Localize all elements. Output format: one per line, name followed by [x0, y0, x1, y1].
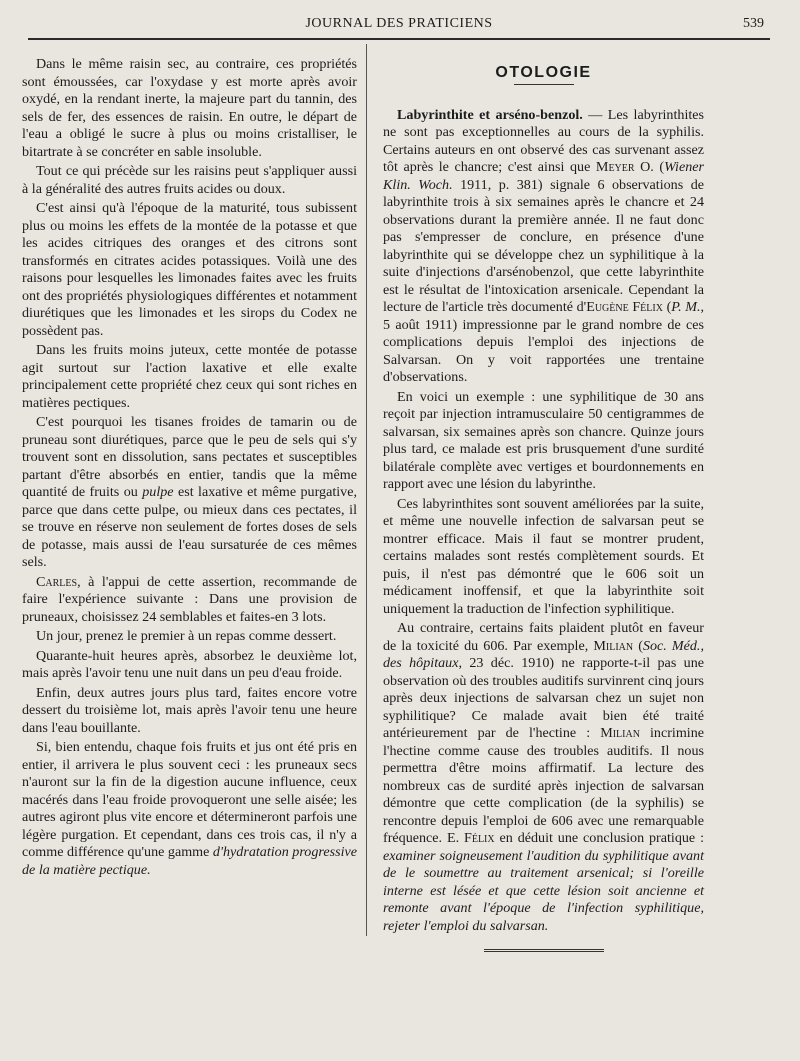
text-run: incrimine l'hectine comme cause des troubles auditifs. Il nous permettra d'être moins affirmatif. La lecture des nombreux cas de surdité après injection de salvarsan démontre que cette complication (de la syphilis) se rencontre depuis l'emploi de 606 avec une remarquable fréquence. E.: [383, 725, 705, 846]
journal-title: JOURNAL DES PRATICIENS: [305, 16, 493, 31]
text-run: (: [653, 159, 665, 175]
paragraph: Ces labyrinthites sont souvent améliorées par la suite, et même une nouvelle infection de salvarsan peut se montrer efficace. Mais il faut se montrer prudent, certains malades sont restés complètement sourds. Et puis, il n'est pas démontré que le 606 soit un médicament inoffensif, et que la labyrinthite soit uniquement la traduction de l'infection syphilitique.: [383, 495, 704, 617]
text-run: , 23 déc. 1910) ne rapporte-t-il pas une observation où des troubles auditifs survinrent cinq jours après deux injections de salvarsan chez un sujet non syphilitique? Ce malade avait bien été traité antérieurement par de l'hectine :: [383, 655, 704, 741]
author-name: Milian: [593, 637, 634, 654]
text-run: Si, bien entendu, chaque fois fruits et jus ont été pris en entier, il arrivera le plus souvent ceci : les pruneaux secs n'auront sur la fin de la digestion aucune influence, ceux macérés dans l'eau froide provoqueront une selle aisée; les autres agiront plus vite encore et détermineront parfois une légère purgation. Et cependant, dans ces trois cas, il n'y a comme différence qu'une gamme: [22, 739, 357, 860]
author-name: Meyer O.: [595, 159, 654, 175]
journal-citation: P. M.: [671, 299, 701, 315]
article-title: Labyrinthite et arséno-benzol.: [397, 106, 583, 123]
text-run: (: [633, 637, 643, 654]
journal-citation: Soc. Méd., des hôpitaux: [383, 637, 704, 671]
author-name: Carles: [36, 573, 78, 590]
right-column: [383, 56, 704, 954]
author-name: Milian: [600, 725, 640, 741]
page-number: 539: [743, 16, 764, 31]
text-run: est laxative et même purgative, parce que dans cette pulpe, ou mieux dans ces pectates, il se trouve en réserve non seulement de fortes doses de sels de potasse, mais aussi de l'eau sursaturée de ces mêmes sels.: [22, 484, 358, 570]
author-name: Eugène Félix: [586, 299, 663, 315]
paragraph: [22, 739, 357, 879]
left-column: [22, 56, 357, 881]
text-run: (: [662, 299, 672, 315]
text-run: en déduit une conclusion pratique :: [494, 830, 704, 846]
paragraph: [383, 620, 704, 935]
running-header: [28, 14, 770, 40]
paragraph: Tout ce qui précède sur les raisins peut s'appliquer aussi à la généralité des autres fruits acides ou doux.: [22, 163, 357, 197]
text-run: , à l'appui de cette assertion, recommande de faire l'expérience suivante : Dans une provision de pruneaux, choisissez 24 semblables et faites-en 3 lots.: [22, 573, 357, 625]
end-rule: [484, 949, 604, 954]
paragraph: En voici un exemple : une syphilitique de 30 ans reçoit par injection intramusculaire 50 centigrammes de salvarsan, six semaines après son chancre. Quinze jours plus tard, ce malade est pris brusquement d'une surdité bilatérale complète avec vertiges et bourdonnements en rapport avec une lésion du labyrinthe.: [383, 388, 704, 492]
title-underline: [514, 84, 574, 85]
paragraph: [22, 414, 357, 572]
paragraph: Dans le même raisin sec, au contraire, ces propriétés sont émoussées, car l'oxydase y est morte après avoir oxydé, en la rendant inerte, la majeure part du tannin, des sels de fer, des essences de raisin. En outre, le départ de l'eau a obligé le sucre à plus ou moins cristalliser, le bitartrate à se concréter en sable insoluble.: [22, 56, 357, 160]
italic-term: pulpe: [142, 484, 174, 500]
column-divider: [366, 44, 367, 936]
paragraph: Un jour, prenez le premier à un repas comme dessert.: [36, 628, 337, 644]
italic-phrase: d'hydratation progressive de la matière pectique.: [22, 844, 357, 878]
section-title: OTOLOGIE: [495, 64, 592, 81]
journal-citation: Wiener Klin. Woch.: [383, 159, 705, 193]
paragraph: Quarante-huit heures après, absorbez le deuxième lot, mais après l'avoir tenu une nuit dans un peu d'eau froide.: [22, 647, 357, 681]
italic-conclusion: examiner soigneusement l'audition du syphilitique avant de le soumettre au traitement arsenical; si l'oreille interne est lésée et que cette lésion soit ancienne et remonte avant l'époque de l'infection syphilitique, rejeter l'emploi du salvarsan.: [383, 847, 704, 934]
paragraph: C'est ainsi qu'à l'époque de la maturité, tous subissent plus ou moins les effets de la montée de la potasse et que les acides citriques des oranges et des citrons sont transformés en citrates acides potassiques. Voilà une des raisons pour lesquelles les limonades faites avec les fruits ont des propriétés physiologiques différentes et notamment diurétiques que les limonades et les sirops du Codex ne possèdent pas.: [22, 200, 357, 339]
paragraph: [22, 574, 357, 627]
text-run: — Les labyrinthites ne sont pas exceptionnelles au cours de la syphilis. Certains auteurs en ont observé des cas survenant assez tôt après le chancre; c'est ainsi que: [383, 106, 705, 175]
text-run: C'est pourquoi les tisanes froides de tamarin ou de pruneau sont diurétiques, parce que le peu de sels qui s'y trouvent sont en dissolution, sans pectates et susceptibles partant d'être absorbés en entier, tandis que la même quantité de fruits ou: [22, 414, 357, 500]
article-paragraph: [383, 107, 704, 387]
author-name: Félix: [464, 830, 495, 846]
paragraph: Enfin, deux autres jours plus tard, faites encore votre dessert du troisième lot, mais après l'avoir tenu une heure dans l'eau bouillante.: [22, 684, 357, 736]
text-run: Au contraire, certains faits plaident plutôt en faveur de la toxicité du 606. Par exemple,: [383, 620, 704, 654]
text-run: 1911, p. 381) signale 6 observations de labyrinthite trois à six semaines après le chancre et 24 observations durant la première année. Il ne faut donc pas s'empresser de conclure, en présence d'une labyrinthite qui se développe chez un syphilitique à la suite d'injections d'arsénobenzol, que cette labyrinthite est le résultat de l'intoxication arsenicale. Cependant la lecture de l'article très documenté d': [383, 176, 704, 315]
paragraph: Dans les fruits moins juteux, cette montée de potasse agit surtout sur l'action laxative et elle exalte principalement cette propriété chez ceux qui sont riches en matières pectiques.: [22, 342, 357, 411]
text-run: , 5 août 1911) impressionne par le grand nombre de ces complications depuis l'emploi des injections de Salvarsan. On y voit rapportées une trentaine d'observations.: [383, 299, 705, 385]
